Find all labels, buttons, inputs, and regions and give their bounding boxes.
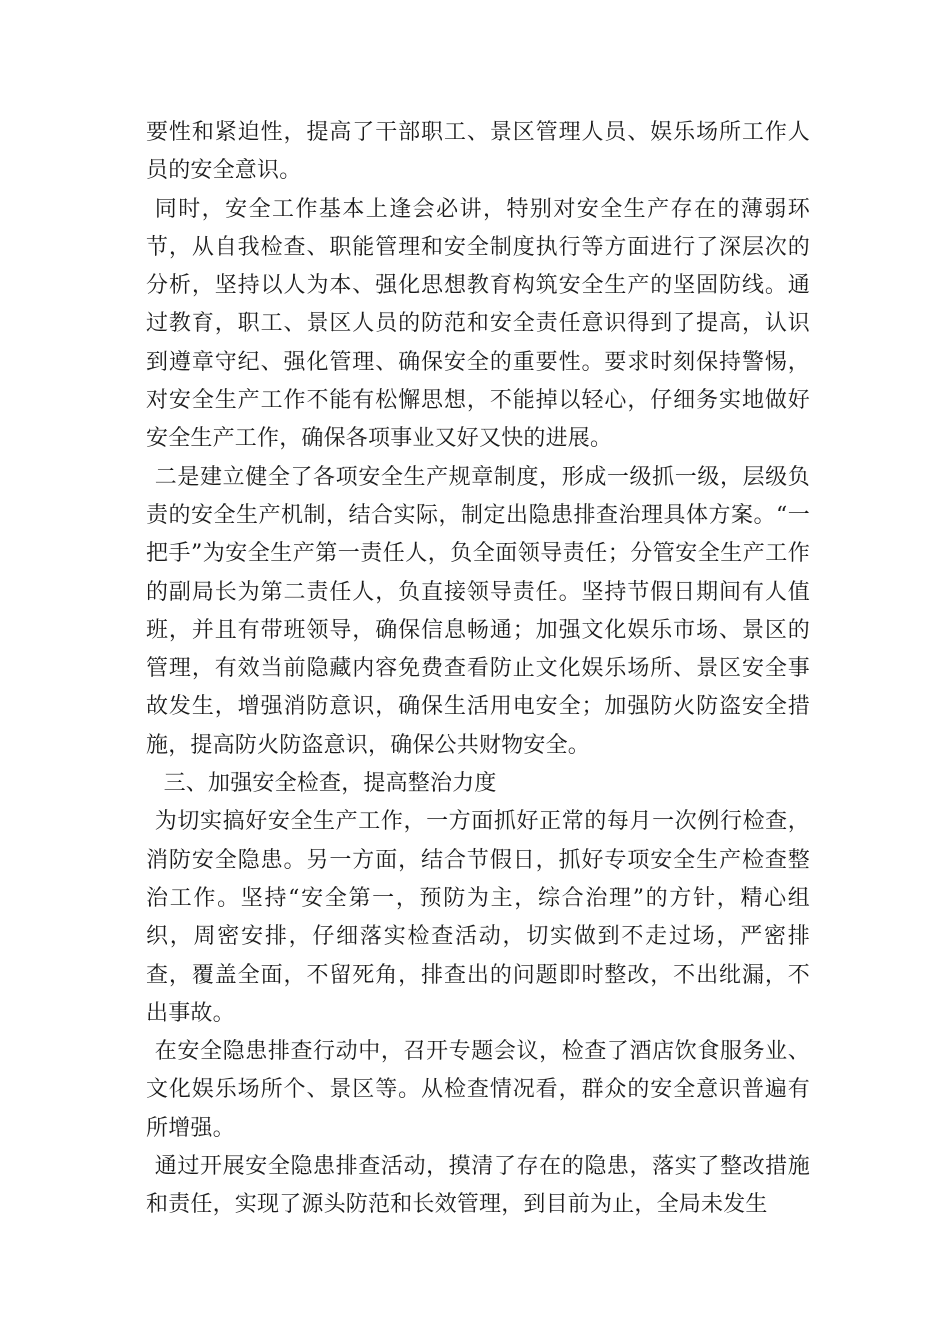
paragraph-regulations: 二是建立健全了各项安全生产规章制度，形成一级抓一级，层级负责的安全生产机制，结合实际，制定出隐患排查治理具体方案。“一把手”为安全生产第一责任人，负全面领导责任；分管安全生产工作的副局长为第二责任人，负直接领导责任。坚持节假日期间有人值班，并且有带班领导，确保信息畅通；加强文化娱乐市场、景区的管理，有效当前隐藏内容免费查看防止文化娱乐场所、景区安全事故发生，增强消防意识，确保生活用电安全；加强防火防盗安全措施，提高防火防盗意识，确保公共财物安全。 bbox=[146, 464, 810, 758]
document-body bbox=[146, 114, 810, 1225]
paragraph-inspection-work: 为切实搞好安全生产工作，一方面抓好正常的每月一次例行检查，消防安全隐患。另一方面，结合节假日，抓好专项安全生产检查整治工作。坚持“安全第一，预防为主，综合治理”的方针，精心组织，周密安排，仔细落实检查活动，切实做到不走过场，严密排查，覆盖全面，不留死角，排查出的问题即时整改，不出纰漏，不出事故。 bbox=[146, 809, 810, 1026]
paragraph-hazard-check: 在安全隐患排查行动中，召开专题会议，检查了酒店饮食服务业、文化娱乐场所个、景区等。从检查情况看，群众的安全意识普遍有所增强。 bbox=[146, 1039, 810, 1141]
paragraph-safety-meetings: 同时，安全工作基本上逢会必讲，特别对安全生产存在的薄弱环节，从自我检查、职能管理和安全制度执行等方面进行了深层次的分析，坚持以人为本、强化思想教育构筑安全生产的坚固防线。通过教育，职工、景区人员的防范和安全责任意识得到了提高，认识到遵章守纪、强化管理、确保安全的重要性。要求时刻保持警惕，对安全生产工作不能有松懈思想，不能掉以轻心，仔细务实地做好安全生产工作，确保各项事业又好又快的进展。 bbox=[146, 196, 810, 452]
section-heading-inspection: 三、加强安全检查，提高整治力度 bbox=[163, 771, 497, 797]
paragraph-continuation: 要性和紧迫性，提高了干部职工、景区管理人员、娱乐场所工作人员的安全意识。 bbox=[146, 120, 810, 184]
paragraph-hazard-results: 通过开展安全隐患排查活动，摸清了存在的隐患，落实了整改措施和责任，实现了源头防范和长效管理，到目前为止，全局未发生 bbox=[146, 1154, 810, 1218]
